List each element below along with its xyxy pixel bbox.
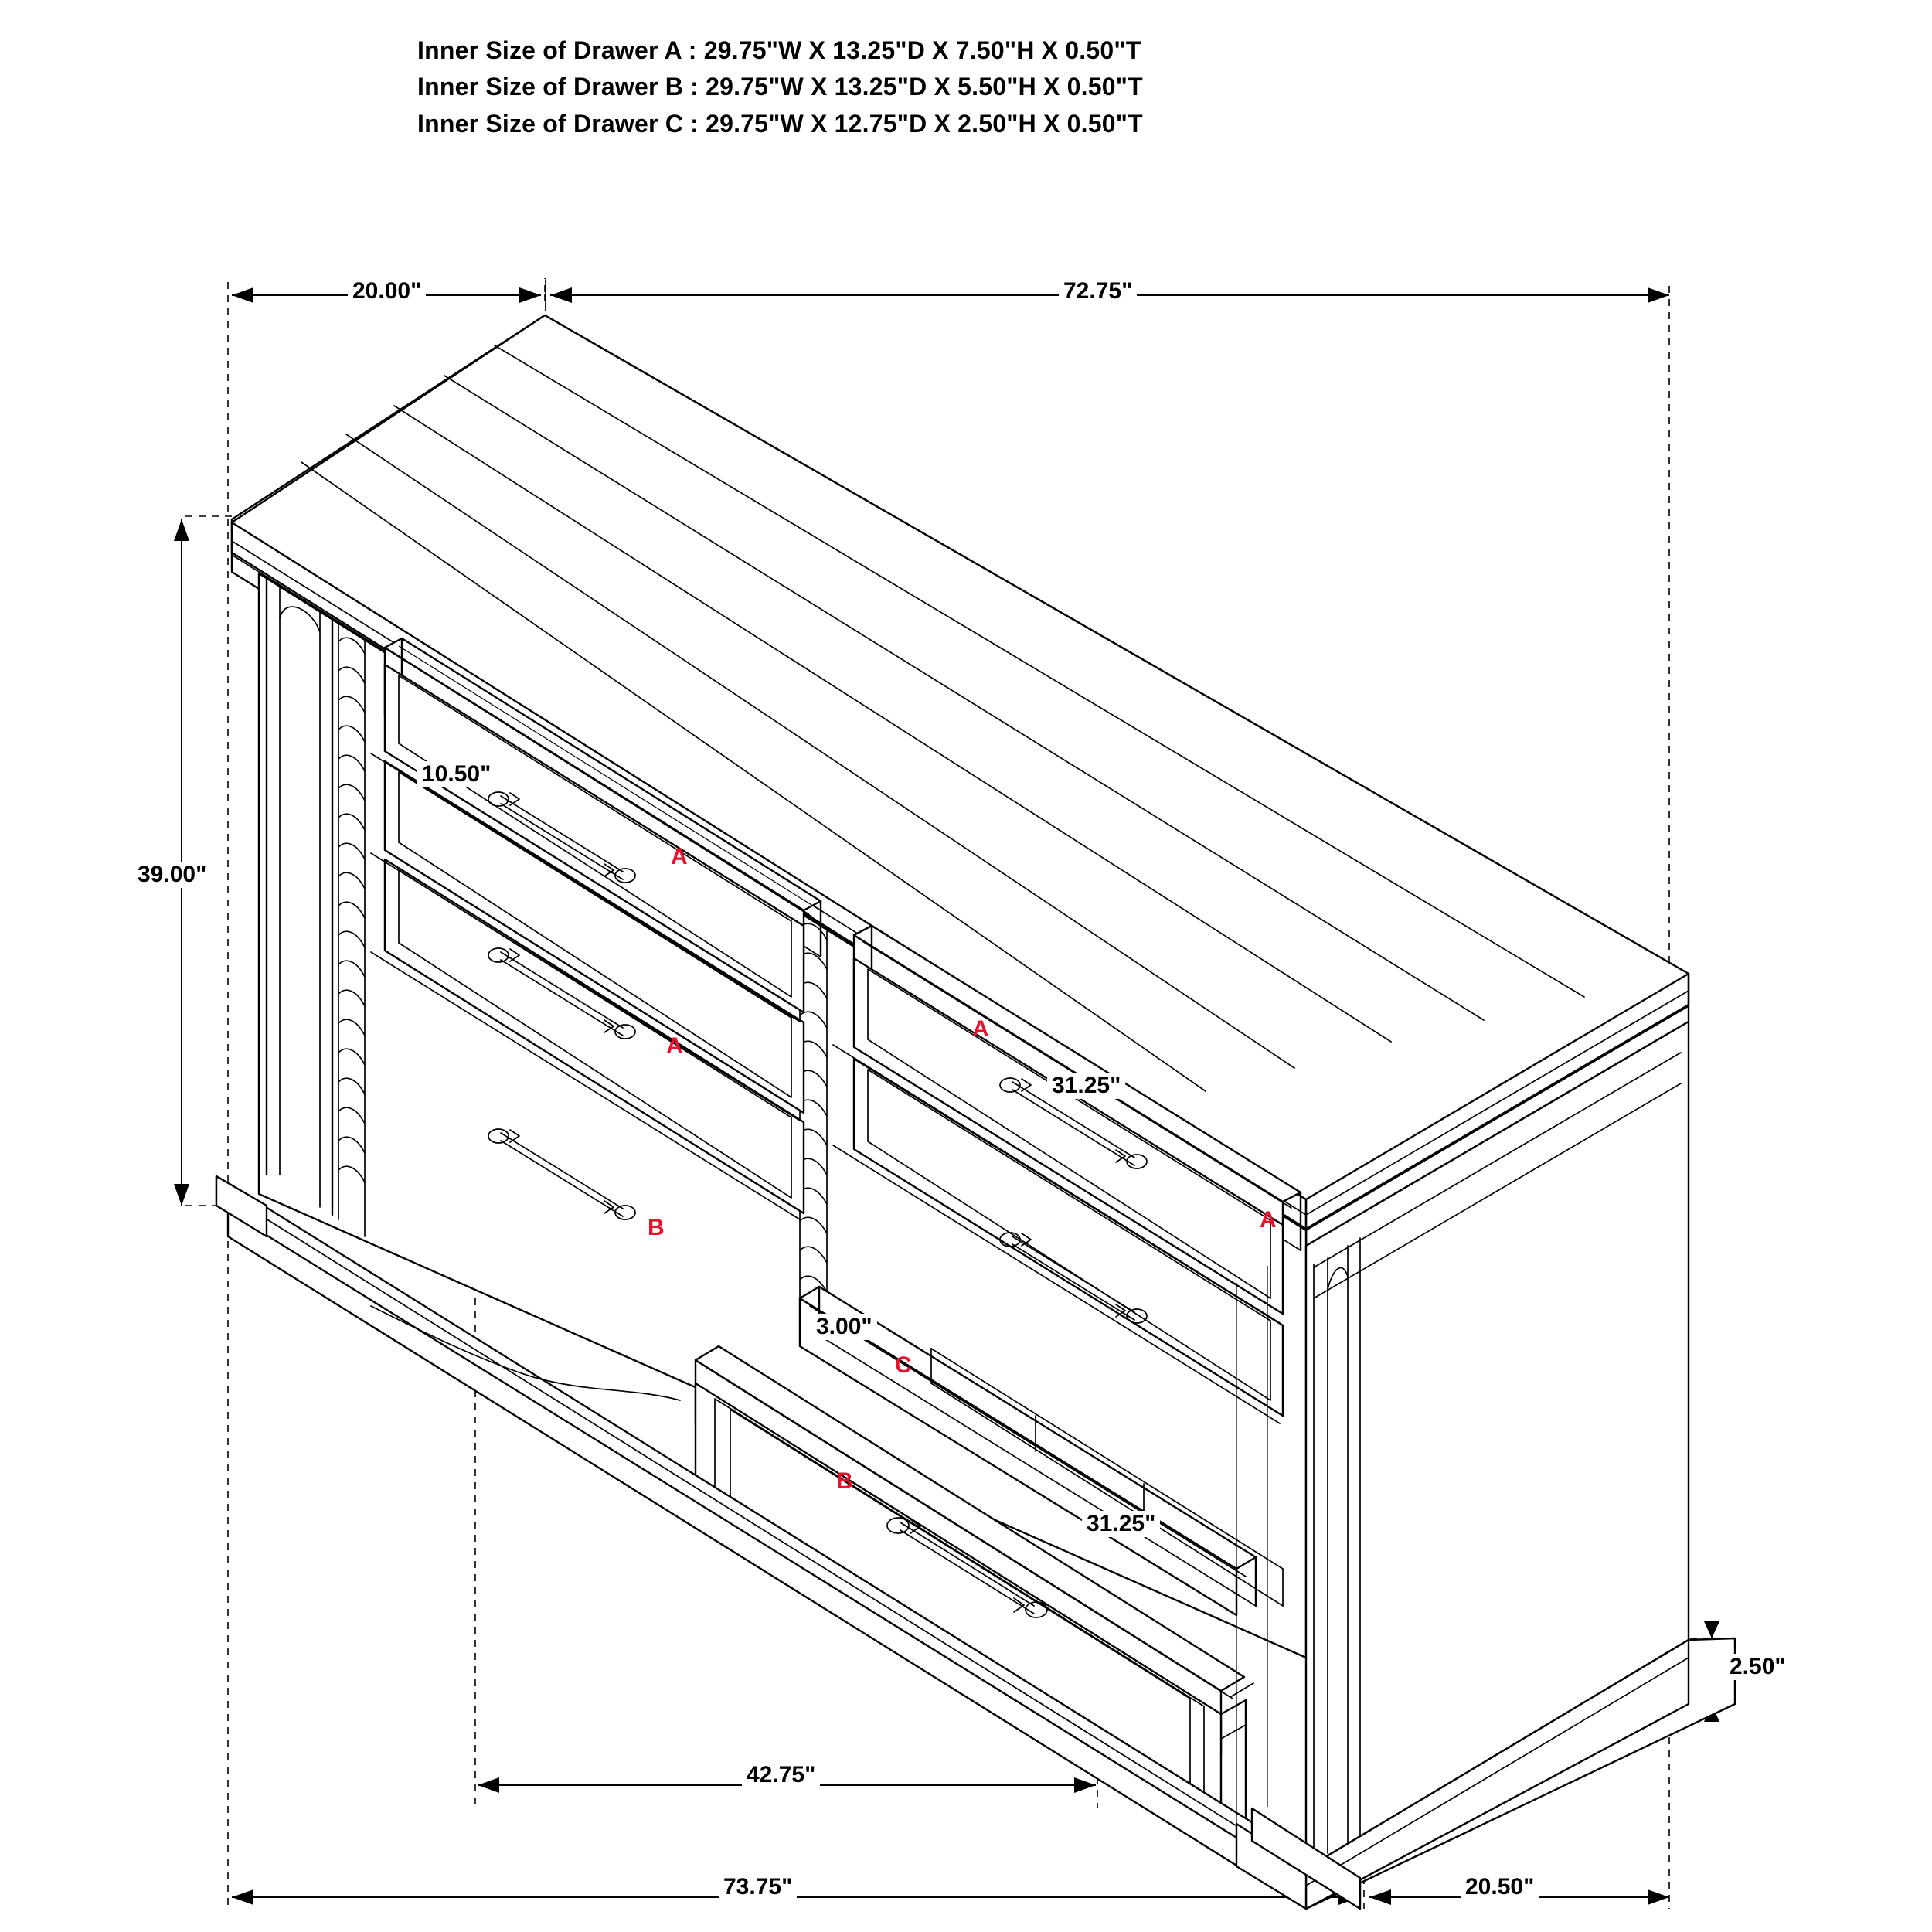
dim-base-width: 73.75" [719, 1874, 797, 1900]
spec-drawer-a: Inner Size of Drawer A : 29.75"W X 13.25"D X 7.50"H X 0.50"T [417, 36, 1141, 64]
dim-overall-height: 39.00" [133, 862, 211, 888]
drawer-label-a3: A [972, 1016, 989, 1042]
drawer-label-a2: A [666, 1033, 683, 1059]
dim-drawer-c-height: 3.00" [811, 1314, 877, 1340]
drawer-label-c1: C [895, 1352, 912, 1378]
dim-drawer-a-open: 10.50" [417, 761, 495, 787]
drawer-label-b1: B [648, 1215, 665, 1240]
spec-drawer-b: Inner Size of Drawer B : 29.75"W X 13.25"D X 5.50"H X 0.50"T [417, 73, 1143, 101]
dim-handle-width-upper: 31.25" [1047, 1073, 1125, 1099]
drawer-label-a4: A [1260, 1207, 1277, 1233]
dim-base-depth: 20.50" [1461, 1874, 1539, 1900]
dim-handle-width-lower: 31.25" [1082, 1511, 1160, 1537]
drawer-label-b2: B [836, 1468, 853, 1494]
dim-top-width: 72.75" [1059, 278, 1137, 304]
dim-open-drawer-extent: 42.75" [742, 1762, 820, 1788]
dresser-case [216, 315, 1735, 1909]
dim-top-depth: 20.00" [348, 278, 426, 304]
dim-plinth-height: 2.50" [1725, 1654, 1791, 1680]
spec-drawer-c: Inner Size of Drawer C : 29.75"W X 12.75"D X 2.50"H X 0.50"T [417, 109, 1143, 138]
drawer-label-a1: A [671, 844, 688, 869]
